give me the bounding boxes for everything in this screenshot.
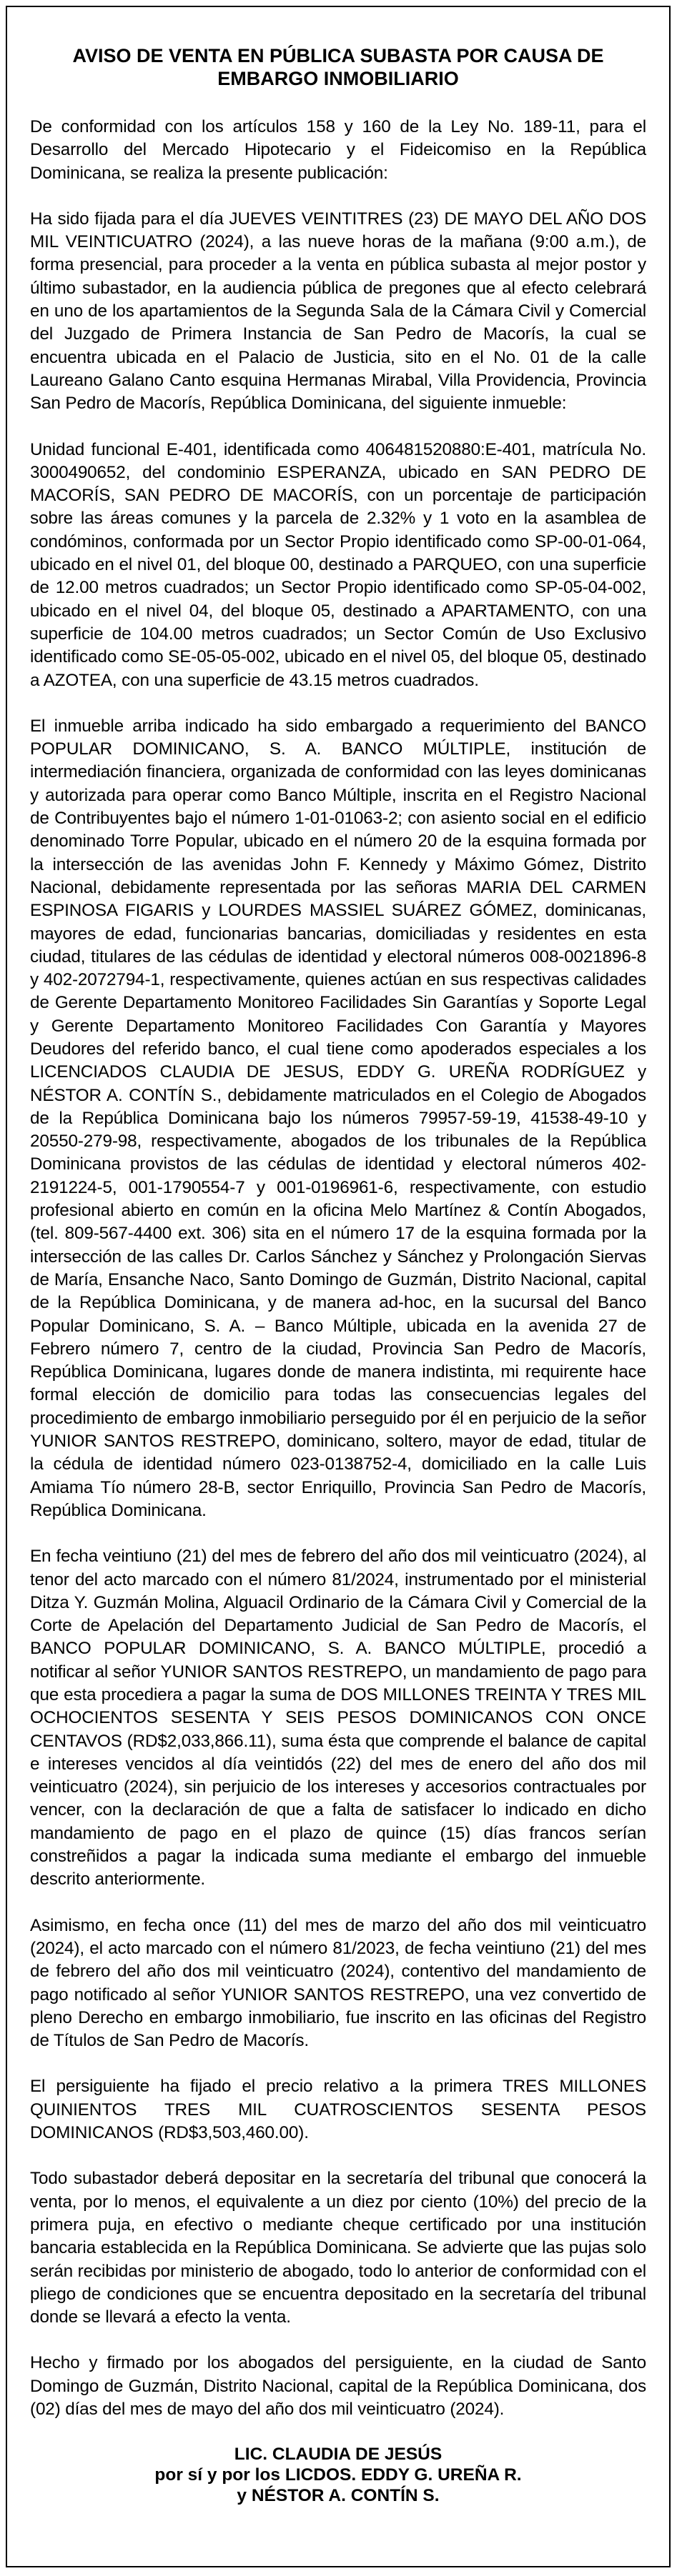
auction-date-paragraph: Ha sido fijada para el día JUEVES VEINTITRES (23) DE MAYO DEL AÑO DOS MIL VEINTICUATRO (2024), a las nueve horas de la mañana (9:00 a.m.), de forma presencial, para proceder a la venta en pública subasta al mejor postor y último subastador, en la audiencia pública de pregones que al efecto celebrará en uno de los apartamientos de la Segunda Sala de la Cámara Civil y Comercial del Juzgado de Primera Instancia de San Pedro de Macorís, la cual se encuentra ubicada en el Palacio de Justicia, sito en el No. 01 de la calle Laureano Galano Canto esquina Hermanas Mirabal, Villa Providencia, Provincia San Pedro de Macorís, República Dominicana, del siguiente inmueble: — [30, 209, 646, 414]
payment-order-paragraph: En fecha veintiuno (21) del mes de febrero del año dos mil veinticuatro (2024), al tenor del acto marcado con el número 81/2024, instrumentado por el ministerial Ditza Y. Guzmán Molina, Alguacil Ordinario de la Cámara Civil y Comercial de la Corte de Apelación del Departamento Judicial de San Pedro de Macorís, el BANCO POPULAR DOMINICANO, S. A. BANCO MÚLTIPLE, procedió a notificar al señor YUNIOR SANTOS RESTREPO, un mandamiento de pago para que esta procediera a pagar la suma de DOS MILLONES TREINTA Y TRES MIL OCHOCIENTOS SESENTA Y SEIS PESOS DOMINICANOS CON ONCE CENTAVOS (RD$2,033,866.11), suma ésta que comprende el balance de capital e intereses vencidos al día veintidós (22) del mes de enero del año dos mil veinticuatro (2024), sin perjuicio de los intereses y accesorios contractuales por vencer, con la declaración de que a falta de satisfacer lo indicado en dicho mandamiento de pago en el plazo de quince (15) días francos serían constreñidos a pagar la indicada suma mediante el embargo del inmueble descrito anteriormente. — [30, 1547, 646, 1889]
notice-title: AVISO DE VENTA EN PÚBLICA SUBASTA POR CAUSA DE EMBARGO INMOBILIARIO — [72, 45, 604, 89]
creditor-paragraph: El inmueble arriba indicado ha sido embargado a requerimiento del BANCO POPULAR DOMINICANO, S. A. BANCO MÚLTIPLE, institución de intermediación financiera, organizada de conformidad con las leyes dominicanas y autorizada para operar como Banco Múltiple, inscrita en el Registro Nacional de Contribuyentes bajo el número 1-01-01063-2; con asiento social en el edificio denominado Torre Popular, ubicado en el número 20 de la esquina formada por la intersección de las avenidas John F. Kennedy y Máximo Gómez, Distrito Nacional, debidamente representada por las señoras MARIA DEL CARMEN ESPINOSA FIGARIS y LOURDES MASSIEL SUÁREZ GÓMEZ, dominicanas, mayores de edad, funcionarias bancarias, domiciliadas y residentes en esta ciudad, titulares de las cédulas de identidad y electoral números 008-0021896-8 y 402-2072794-1, respectivamente, quienes actúan en sus respectivas calidades de Gerente Departamento Monitoreo Facilidades Sin Garantías y Soporte Legal y Gerente Departamento Monitoreo Facilidades Con Garantía y Mayores Deudores del referido banco, el cual tiene como apoderados especiales a los LICENCIADOS CLAUDIA DE JESUS, EDDY G. UREÑA RODRÍGUEZ y NÉSTOR A. CONTÍN S., debidamente matriculados en el Colegio de Abogados de la República Dominicana bajo los números 79957-59-19, 41538-49-10 y 20550-279-98, respectivamente, abogados de los tribunales de la República Dominicana provistos de las cédulas de identidad y electoral números 402-2191224-5, 001-1790554-7 y 001-0196961-6, respectivamente, con estudio profesional abierto en común en la oficina Melo Martínez & Contín Abogados, (tel. 809-567-4400 ext. 306) sita en el número 17 de la esquina formada por la intersección de las calles Dr. Carlos Sánchez y Sánchez y Prolongación Siervas de María, Ensanche Naco, Santo Domingo de Guzmán, Distrito Nacional, capital de la República Dominicana, y de manera ad-hoc, en la sucursal del Banco Popular Dominicano, S. A. – Banco Múltiple, ubicada en la avenida 27 de Febrero número 7, centro de la ciudad, Provincia San Pedro de Macorís, República Dominicana, lugares donde de manera indistinta, mi requirente hace formal elección de domicilio para todas las consecuencias legales del procedimiento de embargo inmobiliario perseguido por él en perjuicio de la señor YUNIOR SANTOS RESTREPO, dominicano, soltero, mayor de edad, titular de la cédula de identidad número 023-0138752-4, domiciliado en la calle Luis Amiama Tío número 28-B, sector Enriquillo, Provincia San Pedro de Macorís, República Dominicana. — [30, 716, 646, 1520]
registration-paragraph: Asimismo, en fecha once (11) del mes de marzo del año dos mil veinticuatro (2024), el acto marcado con el número 81/2023, de fecha veintiuno (21) del mes de febrero del año dos mil veinticuatro (2024), contentivo del mandamiento de pago notificado al señor YUNIOR SANTOS RESTREPO, una vez convertido de pleno Derecho en embargo inmobiliario, fue inscrito en las oficinas del Registro de Títulos de San Pedro de Macorís. — [30, 1915, 646, 2051]
signature-line-3: y NÉSTOR A. CONTÍN S. — [237, 2486, 440, 2506]
deposit-paragraph: Todo subastador deberá depositar en la secretaría del tribunal que conocerá la venta, por lo menos, el equivalente a un diez por ciento (10%) del precio de la primera puja, en efectivo o mediante cheque certificado por una institución bancaria establecida en la República Dominicana. Se advierte que las pujas solo serán recibidas por ministerio de abogado, todo lo anterior de conformidad con el pliego de condiciones que se encuentra depositado en la secretaría del tribunal donde se llevará a efecto la venta. — [30, 2169, 646, 2327]
signature-block — [30, 2444, 646, 2506]
signed-paragraph: Hecho y firmado por los abogados del persiguiente, en la ciudad de Santo Domingo de Guzmán, Distrito Nacional, capital de la República Dominicana, dos (02) días del mes de mayo del año dos mil veinticuatro (2024). — [30, 2353, 646, 2420]
signature-line-2: por sí y por los LICDOS. EDDY G. UREÑA R. — [154, 2465, 522, 2485]
price-paragraph: El persiguiente ha fijado el precio relativo a la primera TRES MILLONES QUINIENTOS TRES MIL CUATROSCIENTOS SESENTA PESOS DOMINICANOS (RD$3,503,460.00). — [30, 2077, 646, 2143]
legal-notice — [6, 6, 671, 2567]
property-description-paragraph: Unidad funcional E-401, identificada como 406481520880:E-401, matrícula No. 3000490652, del condominio ESPERANZA, ubicado en SAN PEDRO DE MACORÍS, SAN PEDRO DE MACORÍS, con un porcentaje de participación sobre las áreas comunes y la parcela de 2.32% y 1 voto en la asamblea de condóminos, conformada por un Sector Propio identificado como SP-00-01-064, ubicado en el nivel 01, del bloque 00, destinado a PARQUEO, con una superficie de 12.00 metros cuadrados; un Sector Propio identificado como SP-05-04-002, ubicado en el nivel 04, del bloque 05, destinado a APARTAMENTO, con una superficie de 104.00 metros cuadrados; un Sector Común de Uso Exclusivo identificado como SE-05-05-002, ubicado en el nivel 05, del bloque 05, destinado a AZOTEA, con una superficie de 43.15 metros cuadrados. — [30, 439, 646, 690]
intro-paragraph: De conformidad con los artículos 158 y 160 de la Ley No. 189-11, para el Desarrollo del Mercado Hipotecario y el Fideicomiso en la República Dominicana, se realiza la presente publicación: — [30, 117, 646, 183]
signature-line-1: LIC. CLAUDIA DE JESÚS — [234, 2445, 443, 2465]
